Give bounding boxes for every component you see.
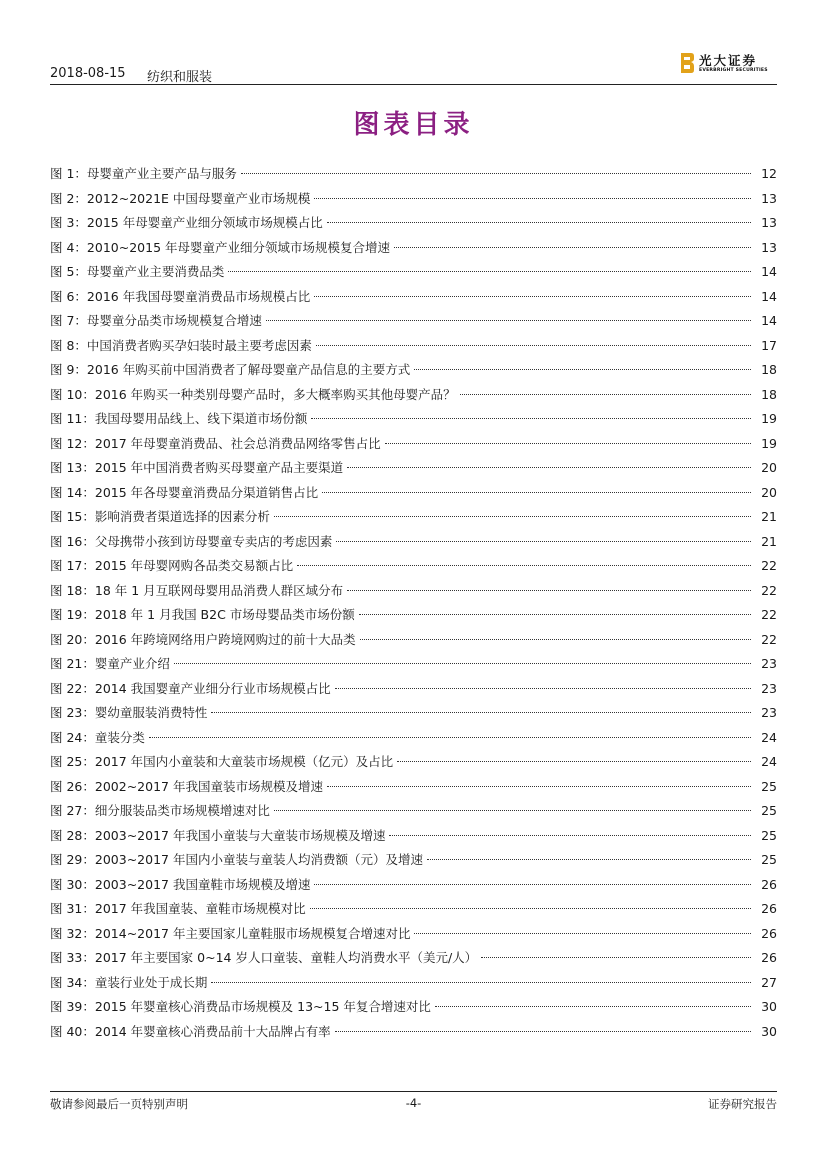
toc-entry[interactable] bbox=[50, 309, 777, 334]
toc-entry[interactable] bbox=[50, 628, 777, 653]
logo-english-text: EVERBRIGHT SECURITIES bbox=[699, 68, 768, 73]
toc-entry[interactable] bbox=[50, 995, 777, 1020]
toc-entry-label[interactable]: 图 1：母婴童产业主要产品与服务 bbox=[50, 166, 237, 181]
toc-entry-page[interactable]: 19 bbox=[761, 435, 777, 451]
toc-entry-label[interactable]: 图 27：细分服装品类市场规模增速对比 bbox=[50, 803, 270, 818]
toc-dot-leader bbox=[414, 369, 751, 370]
toc-entry-page[interactable]: 17 bbox=[761, 337, 777, 353]
toc-entry[interactable] bbox=[50, 432, 777, 457]
toc-dot-leader bbox=[427, 859, 751, 860]
toc-entry-label[interactable]: 图 5：母婴童产业主要消费品类 bbox=[50, 264, 225, 279]
toc-entry[interactable] bbox=[50, 162, 777, 187]
toc-entry[interactable] bbox=[50, 677, 777, 702]
toc-entry-page[interactable]: 27 bbox=[761, 974, 777, 990]
toc-dot-leader bbox=[435, 1006, 751, 1007]
toc-entry-label[interactable]: 图 22：2014 我国婴童产业细分行业市场规模占比 bbox=[50, 680, 331, 696]
toc-entry-page[interactable]: 25 bbox=[761, 827, 777, 843]
toc-dot-leader bbox=[359, 614, 751, 615]
toc-entry-page[interactable]: 22 bbox=[761, 558, 777, 573]
toc-dot-leader bbox=[389, 835, 751, 836]
toc-dot-leader bbox=[274, 516, 751, 517]
toc-entry-label[interactable]: 图 12：2017 年母婴童消费品、社会总消费品网络零售占比 bbox=[50, 435, 381, 451]
toc-entry-page[interactable]: 22 bbox=[761, 631, 777, 647]
everbright-logo-icon bbox=[679, 52, 695, 74]
toc-dot-leader bbox=[316, 345, 751, 346]
toc-entry[interactable] bbox=[50, 897, 777, 922]
toc-entry-label[interactable]: 图 26：2002~2017 年我国童装市场规模及增速 bbox=[50, 778, 323, 794]
toc-dot-leader bbox=[336, 541, 751, 542]
toc-entry-label[interactable]: 图 14：2015 年各母婴童消费品分渠道销售占比 bbox=[50, 484, 319, 500]
toc-entry[interactable] bbox=[50, 456, 777, 481]
toc-entry-page[interactable]: 18 bbox=[761, 386, 777, 402]
page-title: 图表目录 bbox=[353, 110, 474, 140]
toc-dot-leader bbox=[394, 247, 751, 248]
toc-entry[interactable] bbox=[50, 383, 777, 408]
everbright-logo bbox=[679, 52, 777, 78]
toc-entry-page[interactable]: 13 bbox=[761, 190, 777, 206]
toc-entry[interactable] bbox=[50, 652, 777, 677]
toc-entry-label[interactable]: 图 7：母婴童分品类市场规模复合增速 bbox=[50, 313, 262, 328]
toc-entry-label[interactable]: 图 2：2012~2021E 中国母婴童产业市场规模 bbox=[50, 190, 311, 206]
toc-entry-label[interactable]: 图 24：童装分类 bbox=[50, 729, 145, 745]
toc-dot-leader bbox=[327, 222, 751, 223]
toc-entry[interactable] bbox=[50, 1020, 777, 1045]
toc-entry-label[interactable]: 图 4：2010~2015 年母婴童产业细分领域市场规模复合增速 bbox=[50, 239, 390, 255]
toc-entry-page[interactable]: 13 bbox=[761, 239, 777, 255]
toc-entry-page[interactable]: 14 bbox=[761, 288, 777, 304]
toc-entry[interactable] bbox=[50, 505, 777, 530]
toc-entry-label[interactable]: 图 31：2017 年我国童装、童鞋市场规模对比 bbox=[50, 901, 306, 916]
toc-dot-leader bbox=[481, 957, 751, 958]
toc-entry[interactable] bbox=[50, 236, 777, 261]
toc-entry[interactable] bbox=[50, 848, 777, 873]
toc-entry-page[interactable]: 12 bbox=[761, 166, 777, 181]
toc-entry-page[interactable]: 21 bbox=[761, 509, 777, 524]
toc-entry-label[interactable]: 图 15：影响消费者渠道选择的因素分析 bbox=[50, 509, 270, 524]
toc-dot-leader bbox=[414, 933, 751, 934]
toc-entry-page[interactable]: 23 bbox=[761, 705, 777, 720]
toc-entry-label[interactable]: 图 3：2015 年母婴童产业细分领域市场规模占比 bbox=[50, 215, 323, 230]
toc-entry-label[interactable]: 图 6：2016 年我国母婴童消费品市场规模占比 bbox=[50, 288, 311, 304]
toc-entry-page[interactable]: 20 bbox=[761, 460, 777, 475]
toc-entry-label[interactable]: 图 16：父母携带小孩到访母婴童专卖店的考虑因素 bbox=[50, 533, 333, 549]
toc-dot-leader bbox=[385, 443, 751, 444]
logo-chinese-text: 光大证券 bbox=[699, 53, 758, 68]
page-footer bbox=[50, 1096, 777, 1112]
toc-entry-page[interactable]: 22 bbox=[761, 607, 777, 622]
toc-entry-label[interactable]: 图 11：我国母婴用品线上、线下渠道市场份额 bbox=[50, 411, 308, 426]
toc-dot-leader bbox=[460, 394, 751, 395]
toc-entry-label[interactable]: 图 19：2018 年 1 月我国 B2C 市场母婴品类市场份额 bbox=[50, 607, 355, 622]
toc-dot-leader bbox=[322, 492, 751, 493]
toc-dot-leader bbox=[266, 320, 751, 321]
toc-entry-label[interactable]: 图 23：婴幼童服装消费特性 bbox=[50, 705, 208, 720]
toc-dot-leader bbox=[211, 982, 751, 983]
toc-entry[interactable] bbox=[50, 530, 777, 555]
toc-entry[interactable] bbox=[50, 726, 777, 751]
report-sector: 纺织和服装 bbox=[147, 70, 213, 85]
toc-entry[interactable] bbox=[50, 922, 777, 947]
toc-entry-label[interactable]: 图 33：2017 年主要国家 0~14 岁人口童装、童鞋人均消费水平（美元/人） bbox=[50, 950, 478, 965]
toc-entry-label[interactable]: 图 34：童装行业处于成长期 bbox=[50, 974, 208, 990]
toc-entry-page[interactable]: 26 bbox=[761, 925, 777, 941]
toc-entry[interactable] bbox=[50, 407, 777, 432]
toc-entry[interactable] bbox=[50, 554, 777, 579]
toc-entry[interactable] bbox=[50, 873, 777, 898]
toc-entry[interactable] bbox=[50, 260, 777, 285]
toc-entry[interactable] bbox=[50, 799, 777, 824]
toc-entry-label[interactable]: 图 8：中国消费者购买孕妇装时最主要考虑因素 bbox=[50, 337, 312, 353]
toc-entry-page[interactable]: 30 bbox=[761, 999, 777, 1014]
disclaimer-note: 敬请参阅最后一页特别声明 bbox=[50, 1097, 188, 1111]
toc-dot-leader bbox=[335, 1031, 751, 1032]
toc-entry-page[interactable]: 13 bbox=[761, 215, 777, 230]
toc-dot-leader bbox=[397, 761, 751, 762]
toc-dot-leader bbox=[274, 810, 751, 811]
toc-entry-page[interactable]: 24 bbox=[761, 729, 777, 745]
toc-entry-page[interactable]: 26 bbox=[761, 876, 777, 892]
toc-entry-label[interactable]: 图 29：2003~2017 年国内小童装与童装人均消费额（元）及增速 bbox=[50, 852, 423, 867]
toc-entry[interactable] bbox=[50, 285, 777, 310]
toc-entry-page[interactable]: 24 bbox=[761, 754, 777, 769]
toc-dot-leader bbox=[314, 198, 751, 199]
toc-entry-label[interactable]: 图 40：2014 年婴童核心消费品前十大品牌占有率 bbox=[50, 1023, 331, 1039]
toc-entry-page[interactable]: 30 bbox=[761, 1023, 777, 1039]
toc-entry[interactable] bbox=[50, 603, 777, 628]
report-date: 2018-08-15 bbox=[50, 66, 126, 81]
toc-entry-page[interactable]: 20 bbox=[761, 484, 777, 500]
footer-divider bbox=[50, 1091, 777, 1092]
toc-dot-leader bbox=[174, 663, 751, 664]
toc-entry[interactable] bbox=[50, 971, 777, 996]
toc-entry[interactable] bbox=[50, 358, 777, 383]
header-divider bbox=[50, 84, 777, 85]
toc-entry-page[interactable]: 23 bbox=[761, 656, 777, 671]
toc-entry-page[interactable]: 23 bbox=[761, 680, 777, 696]
toc-entry-label[interactable]: 图 20：2016 年跨境网络用户跨境网购过的前十大品类 bbox=[50, 631, 356, 647]
toc-entry-page[interactable]: 25 bbox=[761, 852, 777, 867]
toc-entry-page[interactable]: 25 bbox=[761, 778, 777, 794]
toc-entry-label[interactable]: 图 32：2014~2017 年主要国家儿童鞋服市场规模复合增速对比 bbox=[50, 925, 411, 941]
toc-entry-page[interactable]: 22 bbox=[761, 582, 777, 598]
toc-dot-leader bbox=[297, 565, 751, 566]
toc-entry[interactable] bbox=[50, 775, 777, 800]
toc-entry-label[interactable]: 图 39：2015 年婴童核心消费品市场规模及 13~15 年复合增速对比 bbox=[50, 999, 431, 1014]
toc-entry-page[interactable]: 21 bbox=[761, 533, 777, 549]
toc-entry-label[interactable]: 图 13：2015 年中国消费者购买母婴童产品主要渠道 bbox=[50, 460, 344, 475]
page-number: -4- bbox=[405, 1096, 422, 1110]
toc-entry-label[interactable]: 图 30：2003~2017 我国童鞋市场规模及增速 bbox=[50, 876, 311, 892]
toc-entry[interactable] bbox=[50, 701, 777, 726]
toc-entry-page[interactable]: 14 bbox=[761, 264, 777, 279]
toc-dot-leader bbox=[310, 908, 751, 909]
toc-entry[interactable] bbox=[50, 211, 777, 236]
toc-dot-leader bbox=[311, 418, 751, 419]
toc-dot-leader bbox=[211, 712, 751, 713]
toc-dot-leader bbox=[314, 884, 751, 885]
toc-dot-leader bbox=[314, 296, 751, 297]
toc-entry[interactable] bbox=[50, 187, 777, 212]
toc-entry[interactable] bbox=[50, 481, 777, 506]
toc-entry-label[interactable]: 图 9：2016 年购买前中国消费者了解母婴童产品信息的主要方式 bbox=[50, 362, 411, 377]
figure-list bbox=[50, 162, 777, 1044]
toc-entry[interactable] bbox=[50, 579, 777, 604]
toc-dot-leader bbox=[241, 173, 751, 174]
toc-dot-leader bbox=[347, 467, 751, 468]
toc-entry[interactable] bbox=[50, 334, 777, 359]
toc-entry-label[interactable]: 图 17：2015 年母婴网购各品类交易额占比 bbox=[50, 558, 294, 573]
toc-entry-page[interactable]: 14 bbox=[761, 313, 777, 328]
toc-dot-leader bbox=[149, 737, 751, 738]
toc-dot-leader bbox=[335, 688, 751, 689]
toc-entry-label[interactable]: 图 10：2016 年购买一种类别母婴产品时，多大概率购买其他母婴产品？ bbox=[50, 386, 456, 402]
toc-entry[interactable] bbox=[50, 946, 777, 971]
toc-dot-leader bbox=[228, 271, 751, 272]
report-type: 证券研究报告 bbox=[708, 1097, 777, 1111]
toc-entry-label[interactable]: 图 25：2017 年国内小童装和大童装市场规模（亿元）及占比 bbox=[50, 754, 394, 769]
toc-entry[interactable] bbox=[50, 824, 777, 849]
toc-entry-label[interactable]: 图 21：婴童产业介绍 bbox=[50, 656, 170, 671]
toc-entry-label[interactable]: 图 28：2003~2017 年我国小童装与大童装市场规模及增速 bbox=[50, 827, 386, 843]
toc-dot-leader bbox=[327, 786, 751, 787]
toc-entry-page[interactable]: 18 bbox=[761, 362, 777, 377]
page-header bbox=[50, 44, 777, 84]
toc-entry-label[interactable]: 图 18：18 年 1 月互联网母婴用品消费人群区域分布 bbox=[50, 582, 344, 598]
toc-dot-leader bbox=[347, 590, 751, 591]
toc-entry-page[interactable]: 25 bbox=[761, 803, 777, 818]
toc-entry-page[interactable]: 19 bbox=[761, 411, 777, 426]
toc-entry[interactable] bbox=[50, 750, 777, 775]
toc-entry-page[interactable]: 26 bbox=[761, 950, 777, 965]
toc-dot-leader bbox=[360, 639, 751, 640]
toc-entry-page[interactable]: 26 bbox=[761, 901, 777, 916]
